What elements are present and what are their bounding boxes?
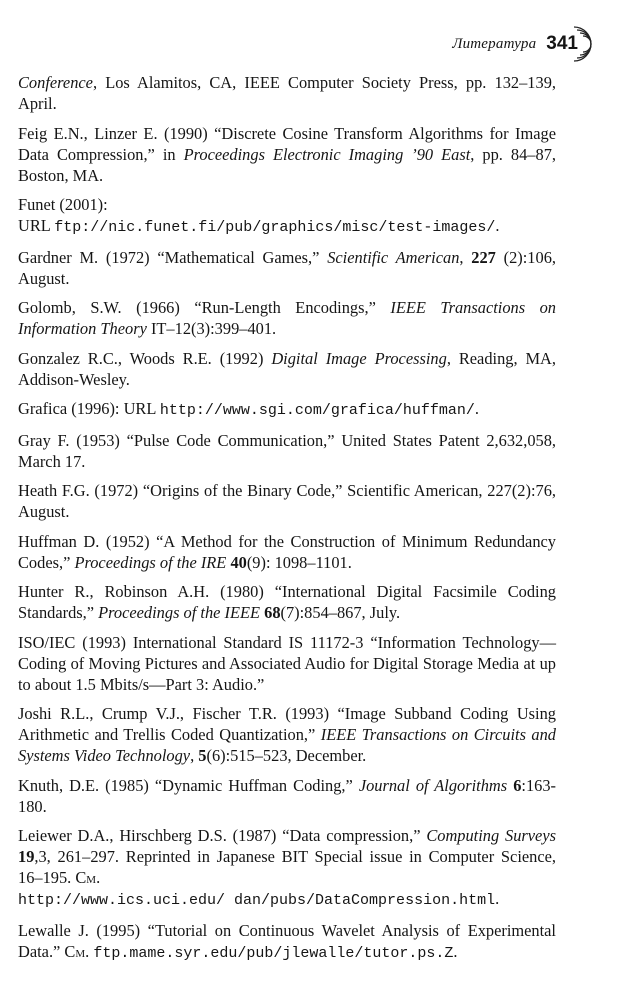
reference-text: 5 xyxy=(198,746,207,765)
reference-entry xyxy=(18,825,556,911)
reference-text: Huffman D. (1952) “A Method for the Construction of Minimum Redundancy Codes,” xyxy=(18,531,556,572)
reference-text: Proceedings of the IRE xyxy=(74,552,227,572)
reference-entry xyxy=(18,297,556,339)
reference-text: См. xyxy=(75,868,101,887)
reference-url: ftp://nic.funet.fi/pub/graphics/misc/test-images/ xyxy=(54,219,496,236)
reference-text: 6 xyxy=(513,775,522,795)
reference-text: (7):854–867, July. xyxy=(280,603,401,622)
reference-text: Journal of Algorithms xyxy=(358,775,508,795)
reference-entry xyxy=(18,123,556,186)
reference-text: , Reading, MA, Addison-Wesley. xyxy=(18,348,556,389)
reference-text: Lewalle J. (1995) “Tutorial on Continuous Wavelet Analysis of Experimental Data.” xyxy=(18,920,556,961)
reference-text: (2):106, August. xyxy=(18,247,556,288)
reference-text: Joshi R.L., Crump V.J., Fischer T.R. (1993) “Image Subband Coding Using Arithmetic and Trellis Coded Quantization,” xyxy=(18,704,556,744)
reference-text: Golomb, S.W. (1966) “Run-Length Encodings,” xyxy=(18,298,391,317)
reference-text: Gonzalez R.C., Woods R.E. (1992) xyxy=(18,348,272,368)
reference-text: (9): 1098–1101. xyxy=(246,552,352,572)
reference-entry xyxy=(18,703,556,766)
reference-text: 40 xyxy=(230,552,247,572)
reference-entry xyxy=(18,398,556,421)
reference-text: Computing Surveys xyxy=(426,826,556,845)
reference-text: , xyxy=(190,746,199,765)
reference-entry xyxy=(18,775,556,817)
reference-text: Proceedings of the IEEE xyxy=(98,603,261,622)
reference-entry xyxy=(18,72,556,114)
reference-text: Gray F. (1953) “Pulse Code Communication,” United States Patent 2,632,058, March 17. xyxy=(18,430,556,471)
reference-text: URL xyxy=(18,216,55,235)
reference-text: (6):515–523, December. xyxy=(206,746,367,765)
reference-text: Grafica (1996): URL xyxy=(18,399,160,418)
reference-entry xyxy=(18,247,556,289)
reference-text: Funet (2001): xyxy=(18,195,108,214)
reference-entry xyxy=(18,581,556,623)
reference-text: Heath F.G. (1972) “Origins of the Binary Code,” Scientific American, 227(2):76, August. xyxy=(18,481,556,521)
reference-entry xyxy=(18,480,556,522)
reference-entry xyxy=(18,348,556,390)
reference-entry xyxy=(18,632,556,695)
reference-text: См. xyxy=(64,941,90,961)
reference-text: . xyxy=(453,941,458,961)
reference-entry xyxy=(18,430,556,472)
reference-text: ,3, 261–297. Reprinted in Japanese BIT Special issue in Computer Science, 16–195. xyxy=(18,847,556,887)
reference-text: IEEE Transactions on Information Theory xyxy=(18,298,556,338)
reference-text: Hunter R., Robinson A.H. (1980) “International Digital Facsimile Coding Standards,” xyxy=(18,582,556,622)
page-number: 341 xyxy=(546,33,578,54)
reference-text: 68 xyxy=(264,603,281,622)
reference-text: Digital Image Processing xyxy=(271,348,447,368)
page-header xyxy=(452,22,578,62)
reference-list xyxy=(18,72,556,972)
reference-text: Feig E.N., Linzer E. (1990) “Discrete Cosine Transform Algorithms for Image Data Compression,” in xyxy=(18,123,556,164)
reference-url: http://www.ics.uci.edu/ dan/pubs/DataCompression.html xyxy=(18,892,496,909)
reference-text: :163-180. xyxy=(18,775,556,816)
reference-text: Leiewer D.A., Hirschberg D.S. (1987) “Data compression,” xyxy=(18,826,427,845)
reference-text: . xyxy=(474,399,480,418)
reference-entry xyxy=(18,920,556,964)
reference-text: IT–12(3):399–401. xyxy=(146,319,277,338)
reference-text: , Los Alamitos, CA, IEEE Computer Society Press, pp. 132–139, April. xyxy=(18,73,556,113)
decorative-arcs-icon xyxy=(568,24,608,64)
reference-entry xyxy=(18,531,556,573)
reference-url: ftp.mame.syr.edu/pub/jlewalle/tutor.ps.Z xyxy=(93,944,454,962)
reference-text: Gardner M. (1972) “Mathematical Games,” xyxy=(18,247,328,267)
reference-text: 19 xyxy=(18,847,35,866)
running-title: Литература xyxy=(452,35,537,52)
reference-text: IEEE Transactions on Circuits and Systems Video Technology xyxy=(18,725,557,765)
reference-text: ISO/IEC (1993) International Standard IS 11172-3 “Information Technology—Coding of Moving Pictures and Associated Audio for Digital Storage Media at up to about 1.5 Mbits/s—Part 3: Audio.” xyxy=(18,632,556,694)
reference-text: Conference xyxy=(18,73,93,92)
reference-text: Scientific American xyxy=(327,247,460,267)
reference-text: Proceedings Electronic Imaging ’90 East xyxy=(183,144,471,164)
reference-text: Knuth, D.E. (1985) “Dynamic Huffman Coding,” xyxy=(18,775,359,795)
reference-text: , xyxy=(459,247,472,267)
reference-url: http://www.sgi.com/grafica/huffman/ xyxy=(159,402,475,419)
reference-entry xyxy=(18,194,556,238)
reference-text: 227 xyxy=(471,247,496,267)
reference-text: . xyxy=(495,889,500,908)
reference-text: . xyxy=(495,216,500,235)
reference-text: , pp. 84–87, Boston, MA. xyxy=(18,144,556,185)
